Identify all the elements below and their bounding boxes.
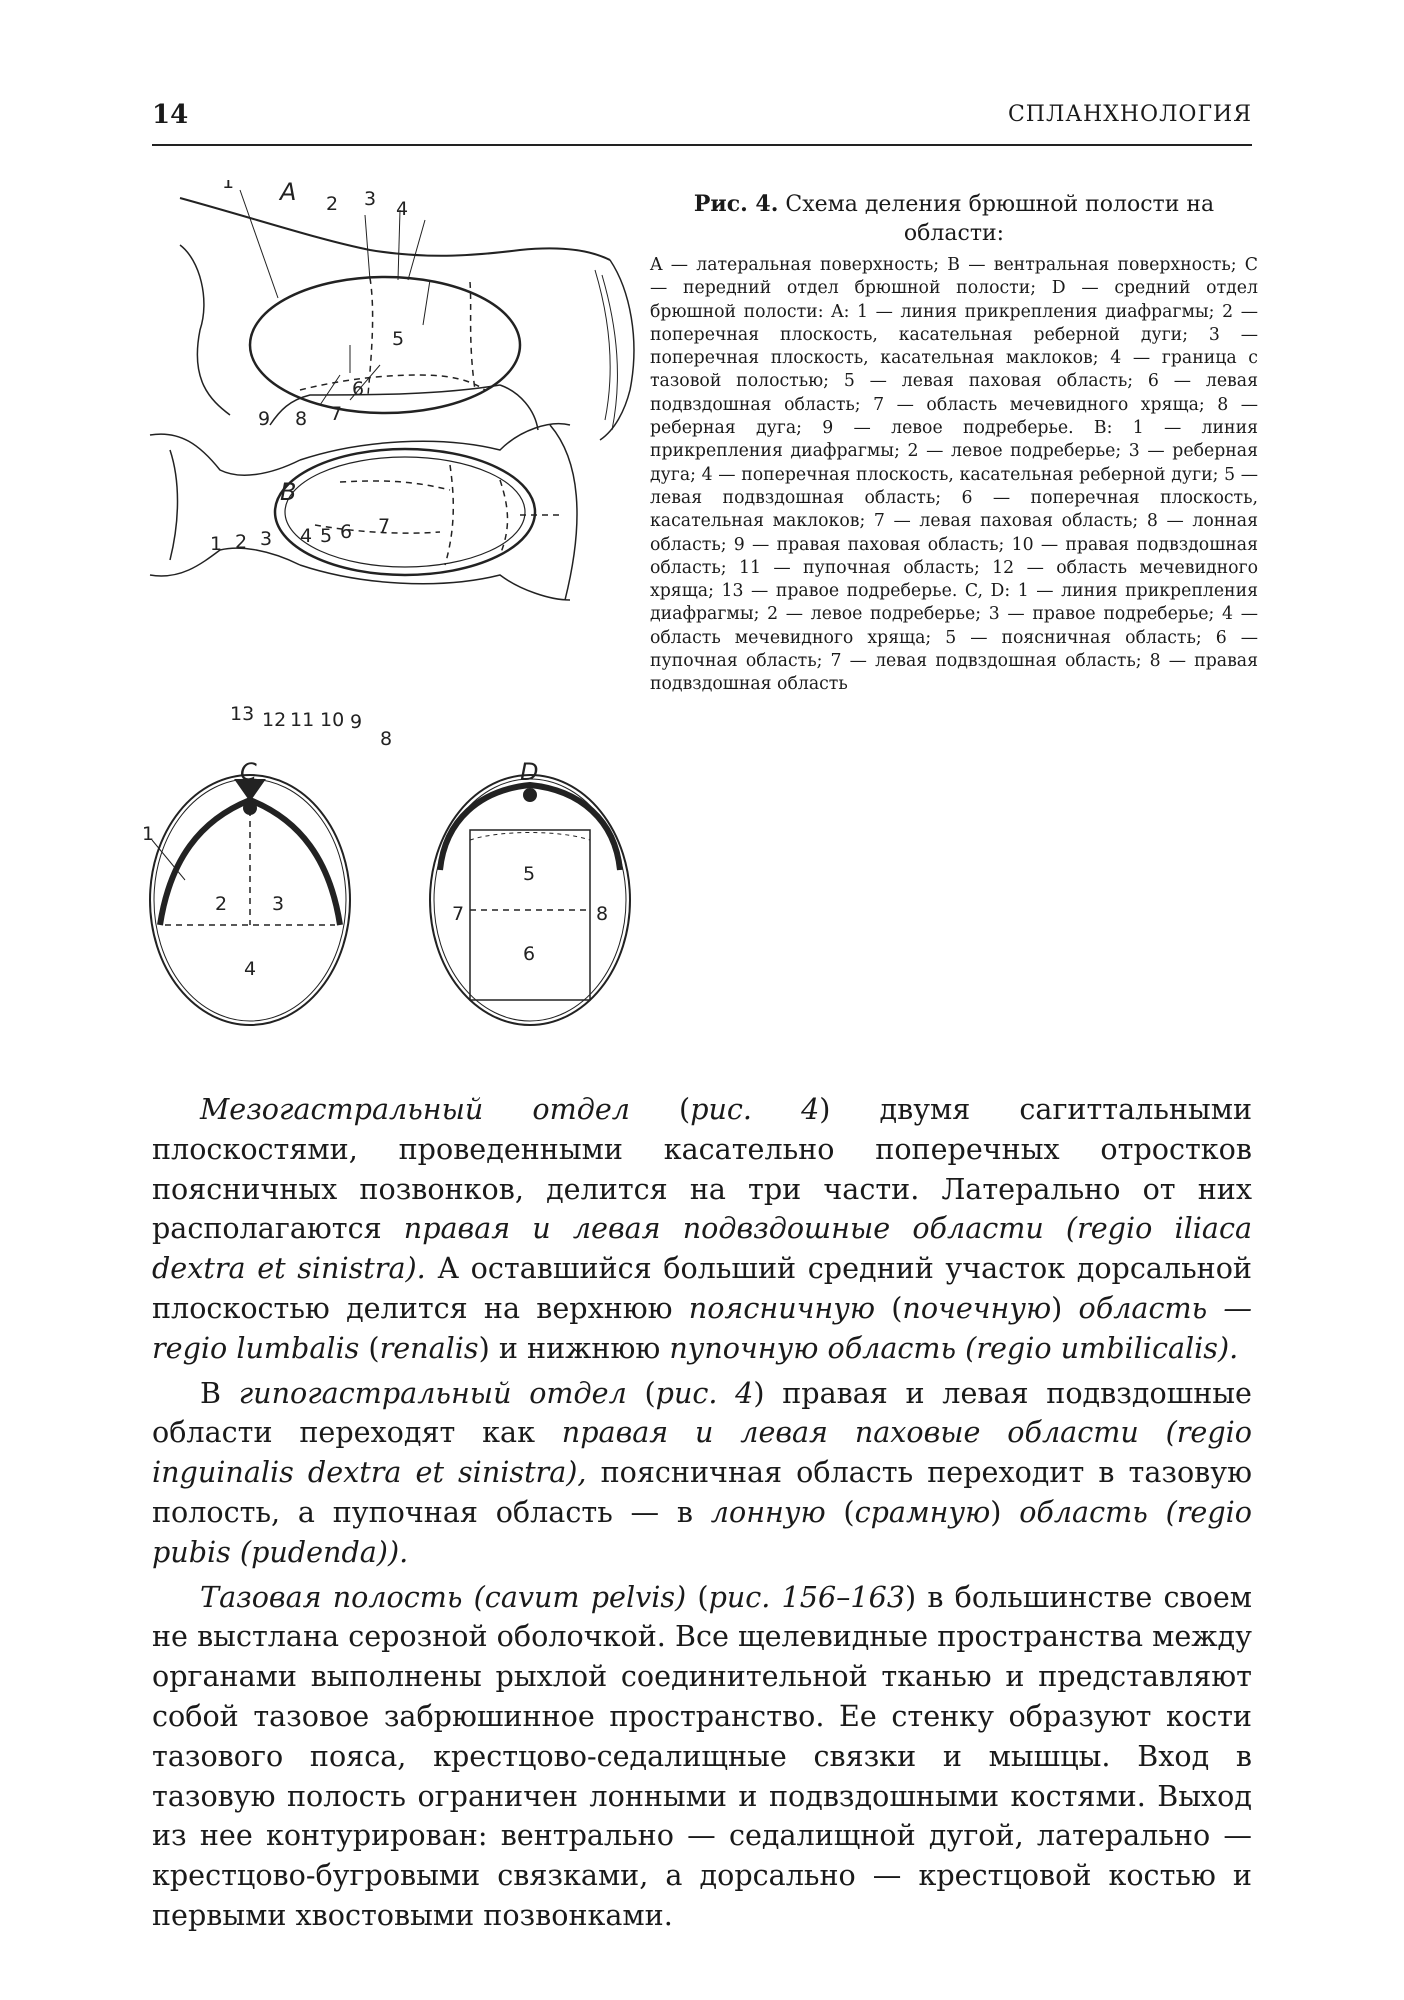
text-run: ) двумя сагиттальными плоскостями, проведенными касательно поперечных отростков поясничных позвонков, делится на три части. Латерально от них располагаются [152,1092,1253,1246]
text-run: область — regio lumbalis [152,1290,1252,1365]
text-run: renalis [379,1330,479,1365]
text-run: правая и левая подвздошные области (regio iliaca dextra et sinistra). [152,1211,1253,1286]
text-run: срамную [854,1494,991,1529]
label-a-2: 2 [326,193,339,215]
label-a-1: 1 [222,180,235,193]
panel-b-letter: B [280,478,297,506]
text-run: гипогастральный отдел [238,1375,627,1410]
text-run: ) в большинстве своем не выстлана серозной оболочкой. Все щелевидные пространства между органами выполнены рыхлой соединительной тканью и представляют собой тазовое забрюшинное пространство. Ее стенку образуют кости тазового пояса, крестцово-седалищные связки и мышцы. Вход в тазовую полость ограничен лонными и подвздошными костями. Выход из нее контурирован: вентрально — седалищной дугой, латерально — крестцово-бугровыми связками, а дорсально — крестцовой костью и первыми хвостовыми позвонками. [152,1579,1252,1932]
text-run: ( [825,1494,855,1529]
label-b-13: 13 [230,703,255,725]
panel-c-letter: C [240,758,257,786]
figure-4 [140,180,640,1060]
label-d-5: 5 [523,863,536,885]
label-b-8: 8 [380,728,393,750]
text-run: ( [359,1330,380,1365]
label-b-2: 2 [235,531,248,553]
label-d-8: 8 [596,903,609,925]
panel-a-drawing [180,190,634,440]
body-text [152,1090,1252,1936]
text-run: область (regio pubis (pudenda)). [152,1494,1252,1569]
panel-d-drawing [430,775,630,1025]
text-run: лонную [710,1494,826,1529]
label-a-5: 5 [392,328,405,350]
label-c-2: 2 [215,893,228,915]
label-a-3: 3 [364,188,377,210]
text-run: ) [990,1494,1020,1529]
label-b-4: 4 [300,525,313,547]
figure-caption [650,190,1258,697]
panel-d-letter: D [520,758,539,786]
paragraph [152,1090,1252,1369]
label-b-6: 6 [340,521,353,543]
label-b-9: 9 [350,711,363,733]
figure-4-illustration [140,180,640,1060]
text-run: В [200,1375,239,1410]
text-run: правая и левая паховые области (regio inguinalis dextra et sinistra), [152,1415,1252,1490]
caption-title [650,190,1258,248]
panel-c-drawing [150,775,350,1025]
section-title: СПЛАНХНОЛОГИЯ [1007,102,1252,127]
label-b-5: 5 [320,525,333,547]
label-b-1: 1 [210,533,223,555]
paragraph [152,1374,1252,1573]
label-b-11: 11 [290,709,315,731]
page-header [152,100,1252,146]
paragraph [152,1578,1252,1936]
label-b-7: 7 [378,515,391,537]
label-a-6: 6 [352,378,365,400]
label-d-7: 7 [452,903,465,925]
caption-body: A — латеральная поверхность; B — вентральная поверхность; C — передний отдел брюшной полости; D — средний отдел брюшной полости: A: 1 — линия прикрепления диафрагмы; 2 — поперечная плоскость, касательная реберной дуги; 3 — поперечная плоскость, касательная маклоков; 4 — граница с тазовой полостью; 5 — левая паховая область; 6 — левая подвздошная область; 7 — область мечевидного хряща; 8 — реберная дуга; 9 — левое подреберье. B: 1 — линия прикрепления диафрагмы; 2 — левое подреберье; 3 — реберная дуга; 4 — поперечная плоскость, касательная реберной дуги; 5 — левая подвздошная область; 6 — поперечная плоскость, касательная маклоков; 7 — левая паховая область; 8 — лонная область; 9 — правая паховая область; 10 — правая подвздошная область; 11 — пупочная область; 12 — область мечевидного хряща; 13 — правое подреберье. C, D: 1 — линия прикрепления диафрагмы; 2 — левое подреберье; 3 — правое подреберье; 4 — область мечевидного хряща; 5 — поясничная область; 6 — пупочная область; 7 — левая подвздошная область; 8 — правая подвздошная область [650,255,1258,695]
text-run: поясничную [688,1290,876,1325]
panel-b-drawing [150,424,577,600]
label-a-8: 8 [295,408,308,430]
text-run: ( [875,1290,903,1325]
text-run: Мезогастральный отдел [200,1092,630,1126]
text-run: А оставшийся больший средний участок дорсальной плоскостью делится на верхнюю [152,1251,1252,1325]
text-run: ( [686,1579,709,1614]
label-c-1: 1 [142,823,155,845]
text-run: ) правая и левая подвздошные области переходят как [152,1375,1252,1450]
text-run: поясничная область переходит в тазовую полость, а пупочная область — в [152,1455,1252,1529]
label-a-4: 4 [396,198,409,220]
panel-a-letter: A [280,180,297,206]
text-run: ( [629,1092,691,1126]
label-d-6: 6 [523,943,536,965]
label-a-9: 9 [258,408,271,430]
label-a-7: 7 [330,403,343,425]
text-run: рис. 4 [655,1375,754,1410]
text-run: рис. 156–163 [708,1579,906,1614]
text-run: ) [1051,1290,1079,1325]
label-c-4: 4 [244,958,257,980]
label-b-10: 10 [320,709,345,731]
text-run: почечную [902,1290,1052,1325]
text-run: Тазовая полость (cavum pelvis) [200,1579,687,1614]
label-b-3: 3 [260,528,273,550]
caption-title-text: Схема деления брюшной полости на области: [778,192,1215,246]
caption-title-number: Рис. 4. [693,191,779,217]
text-run: рис. 4 [690,1092,820,1126]
text-run: пупочную область (regio umbilicalis). [669,1330,1239,1365]
text-run: ) и нижнюю [478,1330,670,1365]
text-run: ( [626,1375,656,1410]
page-number: 14 [152,100,189,130]
label-b-12: 12 [262,709,287,731]
label-c-3: 3 [272,893,285,915]
